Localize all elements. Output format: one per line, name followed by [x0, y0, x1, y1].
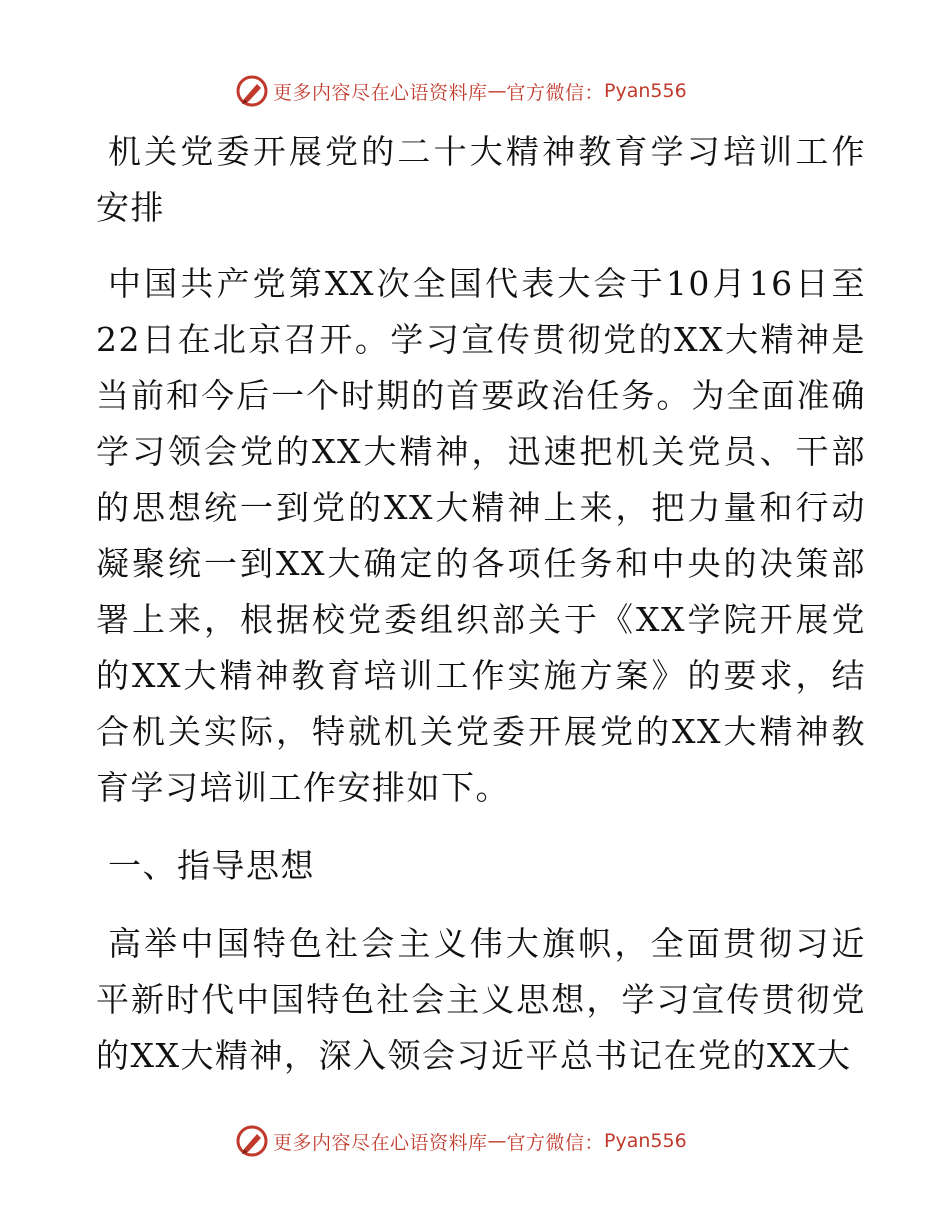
watermark-label: 官方微信：	[506, 1131, 605, 1154]
document-title: 机关党委开展党的二十大精神教育学习培训工作安排	[96, 132, 866, 227]
watermark-separator: —	[487, 1130, 507, 1152]
pen-logo-icon	[235, 74, 269, 108]
intro-paragraph: 中国共产党第XX次全国代表大会于10月16日至22日在北京召开。学习宣传贯彻党的XX大精神是当前和今后一个时期的首要政治任务。为全面准确学习领会党的XX大精神，迅速把机关党员、干部的思想统一到党的XX大精神上来，把力量和行动凝聚统一到XX大确定的各项任务和中央的决策部署上来，根据校党委组织部关于《XX学院开展党的XX大精神教育培训工作实施方案》的要求，结合机关实际，特就机关党委开展党的XX大精神教育学习培训工作安排如下。	[96, 264, 866, 807]
pen-logo-icon	[235, 1124, 269, 1158]
document-body	[96, 124, 866, 1106]
section-heading: 一、指导思想	[108, 846, 315, 885]
watermark-id: Pyan556	[604, 1130, 687, 1152]
header-watermark	[235, 71, 755, 111]
watermark-text: 更多内容尽在心语资料库	[273, 1131, 488, 1154]
watermark-text: 更多内容尽在心语资料库	[273, 81, 488, 104]
section-paragraph: 高举中国特色社会主义伟大旗帜，全面贯彻习近平新时代中国特色社会主义思想，学习宣传贯彻党的XX大精神，深入领会习近平总书记在党的XX大	[96, 924, 866, 1075]
footer-watermark	[235, 1121, 755, 1161]
watermark-id: Pyan556	[604, 80, 687, 102]
watermark-separator: —	[487, 80, 507, 102]
watermark-label: 官方微信：	[506, 81, 605, 104]
